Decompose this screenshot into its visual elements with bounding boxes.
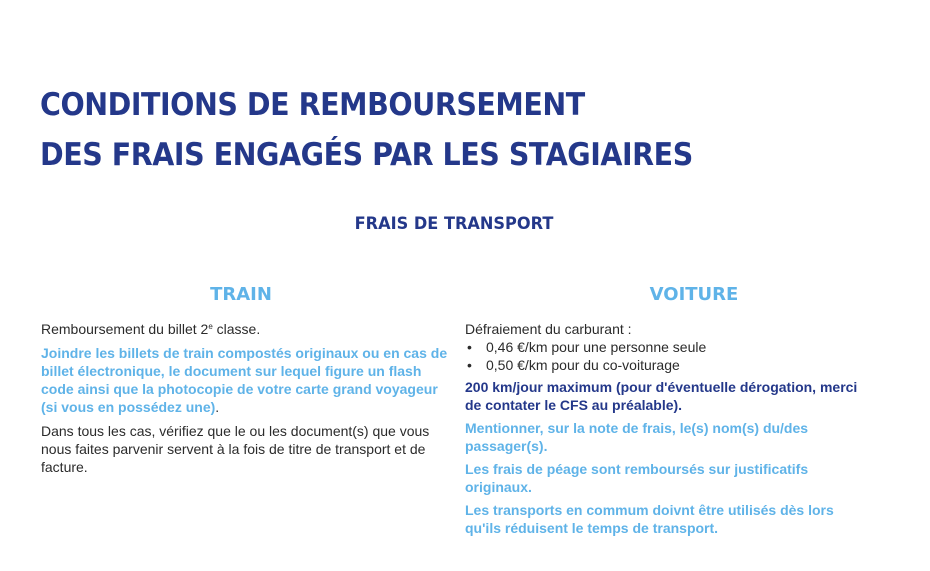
train-intro	[41, 320, 449, 338]
page-title	[40, 80, 693, 180]
list-item: • 0,50 €/km pour du co-voiturage	[465, 356, 865, 374]
page-title-line-1: CONDITIONS DE REMBOURSEMENT	[40, 87, 585, 123]
voiture-column	[465, 284, 865, 537]
train-intro-sup: e	[208, 322, 213, 331]
train-intro-text: Remboursement du billet 2	[41, 321, 209, 337]
voiture-rates-list	[465, 338, 865, 374]
page-title-line-2: DES FRAIS ENGAGÉS PAR LES STAGIAIRES	[40, 137, 693, 173]
voiture-max-note: 200 km/jour maximum (pour d'éventuelle dérogation, merci de contater le CFS au préalable).	[465, 379, 858, 413]
voiture-public-transport-note: Les transports en commum doivnt être utilisés dès lors qu'ils réduisent le temps de transport.	[465, 502, 834, 536]
train-intro-end: classe.	[212, 321, 261, 337]
train-column	[41, 284, 449, 476]
section-title: FRAIS DE TRANSPORT	[354, 214, 554, 234]
train-heading: TRAIN	[210, 284, 272, 305]
train-note: Dans tous les cas, vérifiez que le ou les document(s) que vous nous faites parvenir servent à la fois de titre de transport et de facture.	[41, 423, 430, 475]
voiture-passengers-note: Mentionner, sur la note de frais, le(s) nom(s) du/des passager(s).	[465, 420, 809, 454]
train-highlight-end: .	[215, 399, 220, 415]
train-highlight	[41, 344, 449, 416]
voiture-tolls-note: Les frais de péage sont remboursés sur justificatifs originaux.	[465, 461, 809, 495]
voiture-heading: VOITURE	[649, 284, 739, 305]
list-item: • 0,46 €/km pour une personne seule	[465, 338, 865, 356]
train-highlight-text: Joindre les billets de train compostés originaux ou en cas de billet électronique, le document sur lequel figure un flash code ainsi que la photocopie de votre carte grand voyageur (si vous en possédez une)	[41, 345, 448, 415]
voiture-intro: Défraiement du carburant :	[465, 321, 632, 337]
